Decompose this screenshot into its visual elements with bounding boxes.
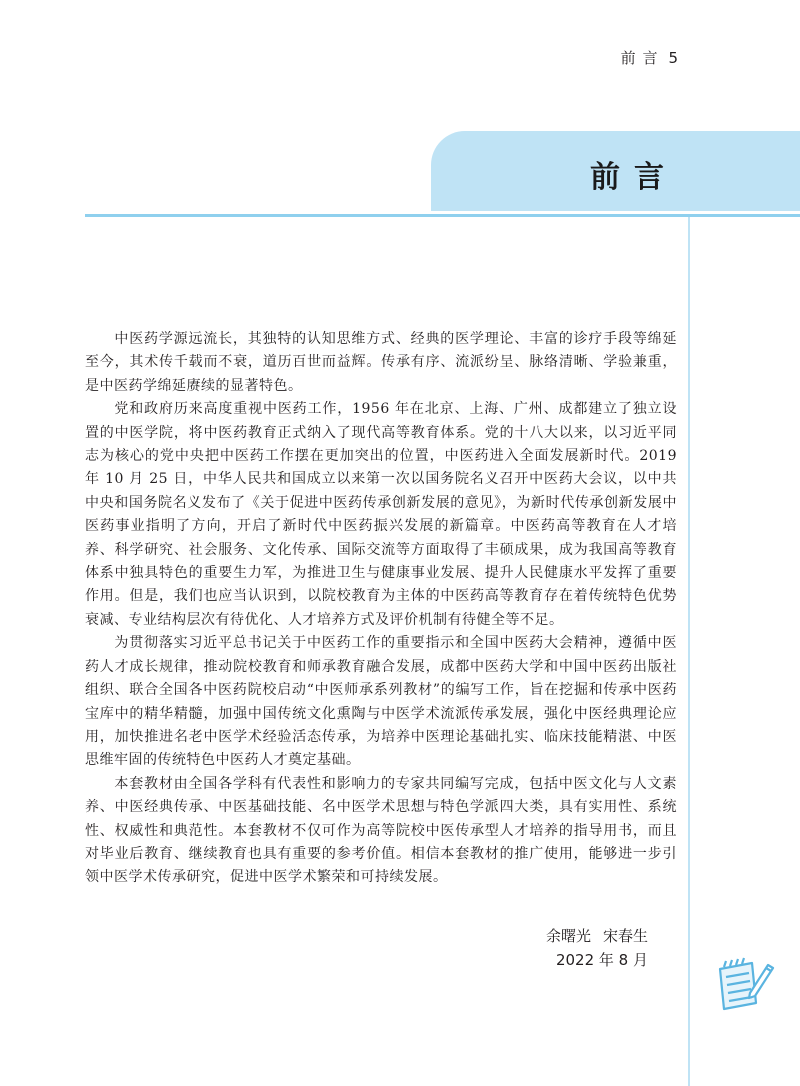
margin-rule	[688, 217, 690, 1086]
signature	[546, 924, 648, 972]
author-name: 余曙光	[545, 927, 591, 945]
paragraph: 中医药学源远流长，其独特的认知思维方式、经典的医学理论、丰富的诊疗手段等绵延至今，其术传千载而不衰，道历百世而益辉。传承有序、流派纷呈、脉络清晰、学验兼重，是中医药学绵延赓续的显著特色。	[85, 331, 677, 394]
author-name: 宋春生	[602, 927, 648, 945]
signature-date: 2022 年 8 月	[555, 951, 648, 969]
paragraph: 党和政府历来高度重视中医药工作，1956 年在北京、上海、广州、成都建立了独立设置的中医学院，将中医药教育正式纳入了现代高等教育体系。党的十八大以来，以习近平同志为核心的党中央把中医药工作摆在更加突出的位置，中医药进入全面发展新时代。2019 年 10 月 25 日，中华人民共和国成立以来第一次以国务院名义召开中医药大会议，以中共中央和国务院名义发布了《关于促进中医药传承创新发展的意见》，为新时代传承创新发展中医药事业指明了方向，开启了新时代中医药振兴发展的新篇章。中医药高等教育在人才培养、科学研究、社会服务、文化传承、国际交流等方面取得了丰硕成果，成为我国高等教育体系中独具特色的重要生力军，为推进卫生与健康事业发展、提升人民健康水平发挥了重要作用。但是，我们也应当认识到，以院校教育为主体的中医药高等教育存在着传统特色优势衰减、专业结构层次有待优化、人才培养方式及评价机制有待健全等不足。	[85, 401, 677, 628]
page-number: 5	[668, 49, 679, 67]
notebook-pencil-icon	[716, 955, 776, 1011]
page-title: 前言	[590, 160, 678, 195]
authors	[546, 924, 648, 948]
running-header-section: 前 言	[620, 49, 659, 67]
header-rule	[85, 214, 800, 217]
preface-body	[85, 328, 677, 890]
paragraph: 本套教材由全国各学科有代表性和影响力的专家共同编写完成，包括中医文化与人文素养、中医经典传承、中医基础技能、名中医学术思想与特色学派四大类，具有实用性、系统性、权威性和典范性。本套教材不仅可作为高等院校中医传承型人才培养的指导用书，而且对毕业后教育、继续教育也具有重要的参考价值。相信本套教材的推广使用，能够进一步引领中医学术传承研究，促进中医学术繁荣和可持续发展。	[85, 775, 677, 886]
running-header	[621, 47, 679, 68]
paragraph: 为贯彻落实习近平总书记关于中医药工作的重要指示和全国中医药大会精神，遵循中医药人才成长规律，推动院校教育和师承教育融合发展，成都中医药大学和中国中医药出版社组织、联合全国各中医药院校启动“中医师承系列教材”的编写工作，旨在挖掘和传承中医药宝库中的精华精髓，加强中国传统文化熏陶与中医学术流派传承发展，强化中医经典理论应用，加快推进名老中医学术经验活态传承，为培养中医理论基础扎实、临床技能精湛、中医思维牢固的传统特色中医药人才奠定基础。	[85, 635, 677, 769]
